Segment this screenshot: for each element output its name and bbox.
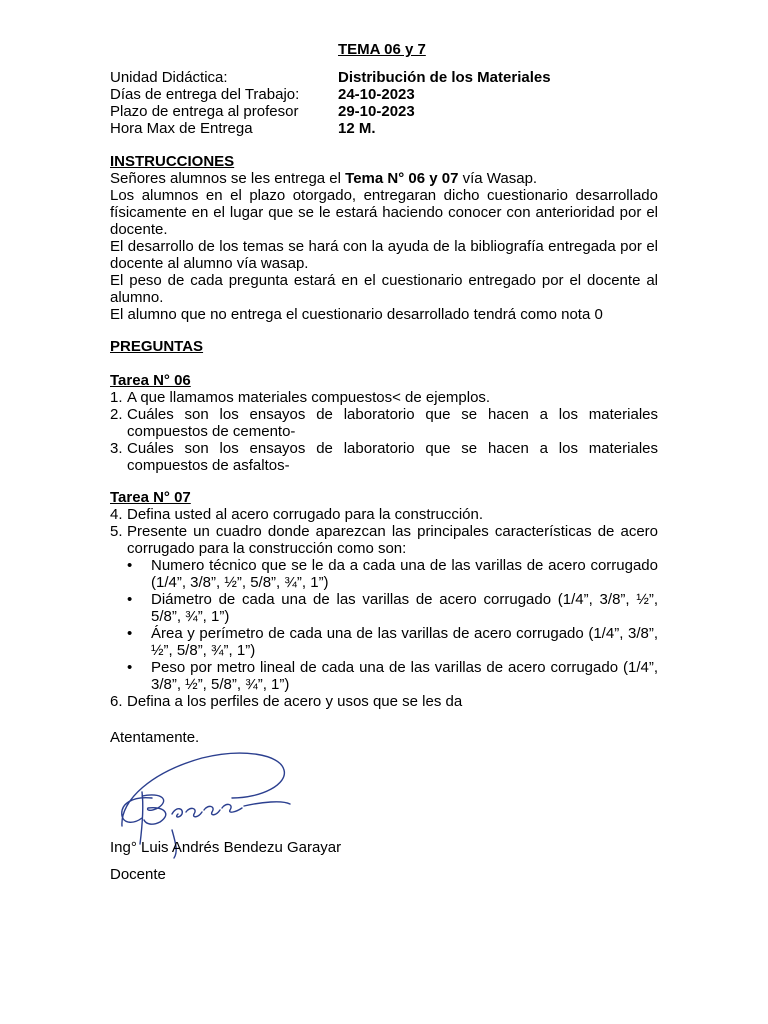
item-number: 5. — [110, 523, 123, 540]
instructions-paragraph: Los alumnos en el plazo otorgado, entregaran dicho cuestionario desarrollado físicamente en el lugar que se le estará haciendo conocer con anterioridad por el docente. — [110, 187, 658, 238]
instructions-paragraph: El alumno que no entrega el cuestionario desarrollado tendrá como nota 0 — [110, 306, 603, 323]
item-text: Cuáles son los ensayos de laboratorio que se hacen a los materiales compuestos de cemento- — [127, 406, 658, 440]
list-item — [110, 406, 658, 440]
bullet-item — [110, 591, 658, 625]
preguntas-heading — [110, 338, 658, 355]
instructions-heading: INSTRUCCIONES — [110, 153, 235, 170]
tarea-07-heading: Tarea N° 07 — [110, 489, 191, 506]
instructions-text: vía Wasap. — [458, 170, 538, 187]
bullet-item — [110, 625, 658, 659]
instructions-tema-bold: Tema N° 06 y 07 — [345, 170, 459, 187]
bullet-text: Numero técnico que se le da a cada una de las varillas de acero corrugado (1/4”, 3/8”, ½”, 5/8”, ¾”, 1”) — [151, 557, 658, 591]
meta-value: Distribución de los Materiales — [338, 69, 551, 86]
tarea-06-heading: Tarea N° 06 — [110, 372, 191, 389]
preguntas-title: PREGUNTAS — [110, 338, 204, 355]
meta-label: Hora Max de Entrega — [110, 120, 253, 137]
bullet-text: Área y perímetro de cada una de las varillas de acero corrugado (1/4”, 3/8”, ½”, 5/8”, ¾”, 1”) — [151, 625, 658, 659]
item-number: 6. — [110, 693, 123, 710]
bullet-text: Peso por metro lineal de cada una de las varillas de acero corrugado (1/4”, 3/8”, ½”, 5/8”, ¾”, 1”) — [151, 659, 658, 693]
item-number: 2. — [110, 406, 123, 423]
document-title: TEMA 06 y 7 — [338, 41, 426, 58]
bullet-item — [110, 557, 658, 591]
instructions-line-1 — [110, 170, 658, 187]
bullet-item — [110, 659, 658, 693]
metadata-table — [110, 69, 670, 137]
tarea-06-list — [110, 389, 658, 474]
list-item — [110, 693, 658, 710]
item-number: 1. — [110, 389, 123, 406]
bullet-icon: • — [127, 625, 133, 642]
meta-label: Unidad Didáctica: — [110, 69, 228, 86]
bullet-text: Diámetro de cada una de las varillas de acero corrugado (1/4”, 3/8”, ½”, 5/8”, ¾”, 1”) — [151, 591, 658, 625]
list-item — [110, 389, 658, 406]
tarea-07-section — [110, 489, 658, 710]
item-text: Defina a los perfiles de acero y usos que se les da — [127, 693, 463, 710]
meta-row-dias — [110, 86, 670, 103]
closing: Atentamente. — [110, 729, 200, 746]
instructions-section — [110, 153, 658, 323]
meta-row-unidad — [110, 69, 670, 86]
meta-row-plazo — [110, 103, 670, 120]
item-number: 4. — [110, 506, 123, 523]
item-text: Defina usted al acero corrugado para la construcción. — [127, 506, 484, 523]
signer-role: Docente — [110, 866, 166, 883]
meta-value: 29-10-2023 — [338, 103, 415, 120]
bullet-icon: • — [127, 557, 133, 574]
instructions-text: Señores alumnos se les entrega el — [110, 170, 346, 187]
meta-label: Plazo de entrega al profesor — [110, 103, 299, 120]
instructions-paragraph: El peso de cada pregunta estará en el cuestionario entregado por el docente al alumno. — [110, 272, 658, 306]
item-number: 3. — [110, 440, 123, 457]
meta-value: 12 M. — [338, 120, 376, 137]
item-text: Cuáles son los ensayos de laboratorio que se hacen a los materiales compuestos de asfaltos- — [127, 440, 658, 474]
instructions-paragraph: El desarrollo de los temas se hará con la ayuda de la bibliografía entregada por el docente al alumno vía wasap. — [110, 238, 658, 272]
meta-label: Días de entrega del Trabajo: — [110, 86, 300, 103]
list-item — [110, 506, 658, 523]
item-text: Presente un cuadro donde aparezcan las principales características de acero corrugado para la construcción como son: — [127, 523, 658, 557]
characteristics-bullet-list — [110, 557, 658, 693]
meta-value: 24-10-2023 — [338, 86, 415, 103]
list-item — [110, 440, 658, 474]
item-text: A que llamamos materiales compuestos< de ejemplos. — [127, 389, 491, 406]
signer-name: Ing° Luis Andrés Bendezu Garayar — [110, 839, 342, 856]
list-item — [110, 523, 658, 557]
bullet-icon: • — [127, 591, 133, 608]
meta-row-hora — [110, 120, 670, 137]
tarea-06-section — [110, 372, 658, 474]
bullet-icon: • — [127, 659, 133, 676]
